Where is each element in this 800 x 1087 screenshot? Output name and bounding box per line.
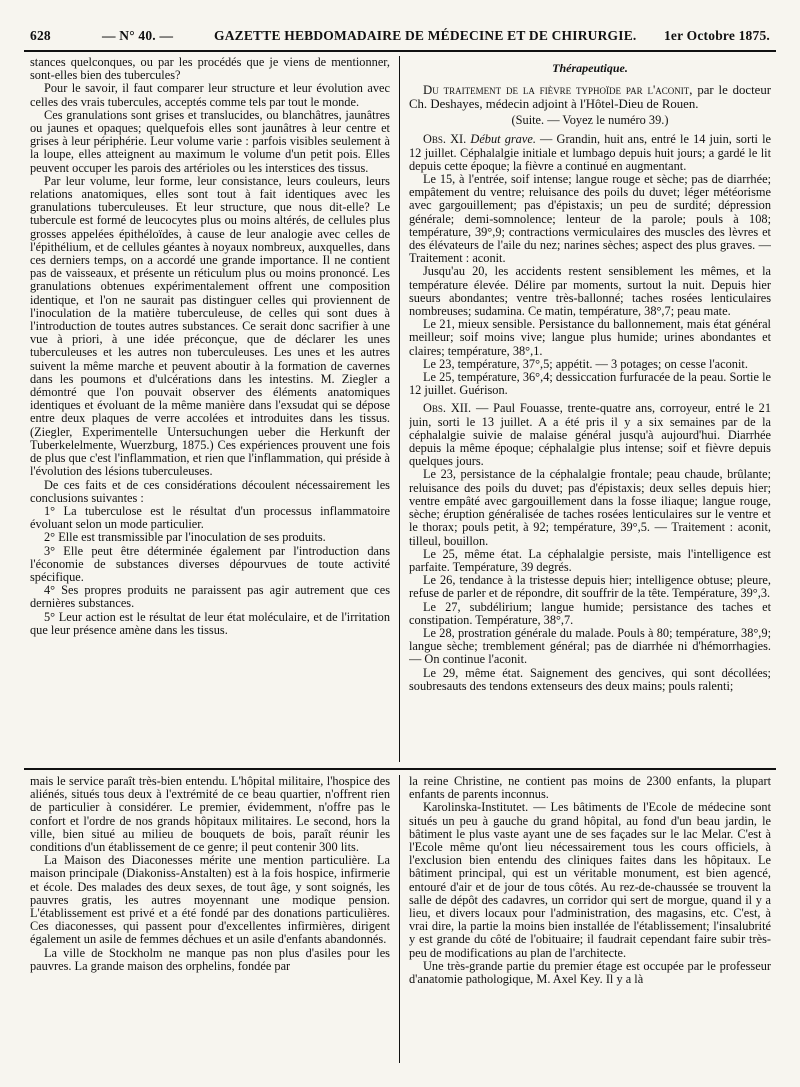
conclusion-item: 3° Elle peut être déterminée également par l'introduction dans l'économie de substances diverses dépourvues de toute activité spécifique. bbox=[30, 543, 390, 584]
paragraph: Une très-grande partie du premier étage est occupée par le professeur d'anatomie pathologique, M. Axel Key. Il y a là bbox=[409, 958, 771, 987]
paragraph: Le 29, même état. Saignement des gencives, qui sont décollées; soubresauts des tendons extenseurs des deux mains; pouls ralenti; bbox=[409, 665, 771, 693]
paragraph: Le 25, température, 36°,4; dessiccation furfuracée de la peau. Sortie le 12 juillet. Guérison. bbox=[409, 370, 771, 398]
paragraph: Jusqu'au 20, les accidents restent sensiblement les mêmes, et la température élevée. Délire par moments, surtout la nuit. Depuis hier sueurs abondantes; ventre très-ballonné; taches rosées lenticulaires nombreuses; sudamina. Ce matin, température, 38°,7; peau mate. bbox=[409, 264, 771, 319]
journal-title: GAZETTE HEBDOMADAIRE DE MÉDECINE ET DE CHIRURGIE. bbox=[214, 28, 637, 43]
column-upper-right bbox=[409, 60, 771, 764]
conclusion-item: 1° La tuberculose est le résultat d'un processus inflammatoire évoluant selon un mode particulier. bbox=[30, 503, 390, 532]
conclusion-item: 5° Leur action est le résultat de leur état moléculaire, et de l'irritation que leur présence amène dans les tissus. bbox=[30, 609, 390, 637]
paragraph: la reine Christine, ne contient pas moins de 2300 enfants, la plupart enfants de parents inconnus. bbox=[409, 775, 771, 802]
issue-date: 1er Octobre 1875. bbox=[663, 28, 770, 43]
column-divider bbox=[399, 775, 400, 1063]
paragraph: Pour le savoir, il faut comparer leur structure et leur évolution avec celles des vrais tubercules, acceptés comme tels par tout le monde. bbox=[30, 81, 390, 109]
paragraph: Le 23, température, 37°,5; appétit. — 3 potages; on cesse l'aconit. bbox=[423, 356, 748, 371]
observation-type: Début grave. bbox=[470, 132, 536, 147]
running-header bbox=[24, 28, 776, 46]
page-number: 628 bbox=[30, 28, 51, 43]
paragraph: mais le service paraît très-bien entendu. L'hôpital militaire, l'hospice des aliénés, situés tous deux à l'extrémité de ce beau quartier, n'offrent rien de particulier à considérer. Le premier, évidemment, n'offre pas le confort et l'ordre de nos grands hôpitaux militaires. Le second, hors la ville, bien situé au milieu de bouquets de bois, paraît réunir les conditions d'un établissement de ce genre; il peut contenir 300 lits. bbox=[30, 775, 390, 855]
paragraph: La Maison des Diaconesses mérite une mention particulière. La maison principale (Diakoniss-Anstalten) est à la fois hospice, infirmerie et école. Des malades des deux sexes, de tout âge, y sont soignés, les pauvres gratis, les autres moyennant une modique pension. L'établissement est privé et a été fondé par des donations particulières. Ces diaconesses, qui passent pour d'excellentes infirmières, dirigent également un asile de femmes déchues et un asile d'enfants abandonnés. bbox=[30, 853, 390, 947]
observation-label: Obs. XI. bbox=[423, 132, 467, 147]
observation-12-intro bbox=[409, 402, 771, 468]
paragraph: Le 25, même état. La céphalalgie persiste, mais l'intelligence est parfaite. Température, 39 degrés. bbox=[409, 546, 771, 574]
section-rule bbox=[24, 768, 776, 770]
paragraph: Par leur volume, leur forme, leur consistance, leurs couleurs, leurs relations anatomiques, elles sont tout à fait identiques avec les granulations tuberculeuses. Et leur structure, que nous dit-elle? Le tubercule est formé de leucocytes plus ou moins altérés, de cellules plus grosses appelées épithéloïdes, à cause de leur analogie avec celles de l'épithélium, et de cellules géantes à noyaux nombreux, auxquelles, dans ces derniers temps, on a accordé une grande importance. Il ne contient pas de vaisseaux, et présente un réticulum plus ou moins prononcé. Les granulations obtenues expérimentalement offrent une composition identique, et l'on ne saurait pas distinguer celles qui proviennent de l'inoculation de la matière tuberculeuse, de celles qui sont dues à l'introduction de toutes autres substances. Ce serait donc sacrifier à une vue à priori, à une idée préconçue, que de déclarer les unes tuberculeuses et les autres non tuberculeuses. Les unes et les autres suivent la même marche et peuvent aboutir à la formation de cavernes dans les poumons et d'ulcérations dans les intestins. M. Ziegler a démontré que l'on pouvait observer des éléments anatomiques identiques et évoluant de la même manière dans l'exsudat qui se dépose entre deux plaques de verre accolées et introduites dans les tissus. (Ziegler, Experimentelle Untersuchungen ueber die Herkunft der Tuberkelelmente, Wuerzburg, 1875.) Ces expériences prouvent une fois de plus que c'est l'inflammation, et rien que l'inflammation, qui préside à l'évolution des lésions tuberculeuses. bbox=[30, 173, 390, 479]
issue-number: — N° 40. — bbox=[102, 28, 174, 43]
observation-label: Obs. XII. bbox=[423, 401, 472, 416]
paragraph: stances quelconques, ou par les procédés que je viens de mentionner, sont-elles bien des tubercules? bbox=[30, 56, 390, 83]
article-title bbox=[409, 83, 771, 111]
paragraph: Le 21, mieux sensible. Persistance du ballonnement, mais état général meilleur; soif moins vive; langue plus humide; urines abondantes et claires; température, 38°,1. bbox=[409, 317, 771, 358]
article-title-author: par le docteur Ch. Deshayes, médecin adjoint à l'Hôtel-Dieu de Rouen. bbox=[409, 83, 771, 112]
observation-11-intro bbox=[409, 133, 771, 173]
paragraph: Karolinska-Institutet. — Les bâtiments de l'Ecole de médecine sont situés un peu à gauche du grand hôpital, au fond d'un beau jardin, le bâtiment le plus vaste ayant une de ses façades sur le lac Melar. C'est à l'Ecole même qu'ont lieu nécessairement tous les cours officiels, à l'exclusion bien entendu des cliniques faites dans les hôpitaux. Le bâtiment principal, qui est un véritable monument, est bien agencé, entouré d'air et de jour de tous côtés. Au rez-de-chaussée se trouvent la salle de dépôt des cadavres, un corridor qui sert de morgue, quand il y a lieu, et divers locaux pour l'administration, des magasins, etc. C'est, à vrai dire, la partie la moins bien installée de l'établissement; l'insalubrité y est grande du côté de l'obituaire; il faudrait cependant faire subir très-peu de modifications au plan de l'architecte. bbox=[409, 800, 771, 960]
paragraph: La ville de Stockholm ne manque pas non plus d'asiles pour les pauvres. La grande maison des orphelins, fondée par bbox=[30, 945, 390, 973]
header-rule bbox=[24, 50, 776, 52]
paragraph: Le 15, à l'entrée, soif intense; langue rouge et sèche; pas de diarrhée; empâtement du ventre; reluisance des poils du duvet; léger météorisme avec gargouillement; pas d'épistaxis; un peu de surdité; dépression générale; demi-somnolence; lenteur de la parole; pouls à 108; température, 39°,9; contractions vermiculaires des muscles des lèvres et des élévateurs de l'aile du nez; narines sèches; aspect des plus graves. — Traitement : aconit. bbox=[409, 172, 771, 266]
conclusion-item: 4° Ses propres produits ne paraissent pas agir autrement que ces dernières substances. bbox=[30, 583, 390, 611]
paragraph: Le 23, persistance de la céphalalgie frontale; peau chaude, brûlante; reluisance des poils du duvet; pas d'épistaxis; deux selles depuis hier; ventre empâté avec gargouillement dans la fosse iliaque; langue rouge, sèche; éruption généralisée de taches rosées lenticulaires sur le ventre et le thorax; pouls petit, à 92; température, 39°,5. — Traitement : aconit, tilleul, bouillon. bbox=[409, 467, 771, 548]
column-upper-left bbox=[30, 56, 390, 764]
column-lower-right bbox=[409, 775, 771, 1065]
section-title: Thérapeutique. bbox=[552, 61, 628, 75]
column-divider bbox=[399, 56, 400, 762]
paragraph: De ces faits et de ces considérations découlent nécessairement les conclusions suivantes : bbox=[30, 477, 390, 505]
paragraph: Le 28, prostration générale du malade. Pouls à 80; température, 38°,9; langue sèche; tremblement général; pas de diarrhée ni d'hémorrhagies. — On continue l'aconit. bbox=[409, 625, 771, 667]
column-lower-left bbox=[30, 775, 390, 1065]
observation-text: — Paul Fouasse, trente-quatre ans, corroyeur, entré le 21 juin, sorti le 13 juillet. A a été pris il y a six semaines par de la céphalalgie suivie de malaise général jusqu'à aujourd'hui. Diarrhée depuis la même époque; céphalalgie plus intense; soif et fièvre depuis quelques jours. bbox=[409, 401, 771, 469]
conclusion-item: 2° Elle est transmissible par l'inoculation de ses produits. bbox=[44, 530, 326, 545]
paragraph: Ces granulations sont grises et translucides, ou blanchâtres, jaunâtres ou jaunes et opaques; quelquefois elles sont jaunâtres à leur centre et grises à leur périphérie. Leur volume varie : parfois visibles seulement à la loupe, elles atteignent au maximum le volume d'un petit pois. Elles peuvent occuper les parois des artérioles ou les interstices des tissus. bbox=[30, 107, 390, 175]
article-title-smallcaps: Du traitement de la fièvre typhoïde par l'aconit, bbox=[423, 83, 693, 98]
observation-text: — Grandin, huit ans, entré le 14 juin, sorti le 12 juillet. Céphalalgie initiale et lumbago depuis huit jours; a gardé le lit depuis cette époque; la fièvre a continué en augmentant. bbox=[409, 132, 771, 173]
paragraph: Le 27, subdélirium; langue humide; persistance des taches et constipation. Température, 38°,7. bbox=[409, 599, 771, 627]
paragraph: Le 26, tendance à la tristesse depuis hier; intelligence obtuse; pleure, refuse de parler et de répondre, dit souffrir de la tête. Température, 39°,3. bbox=[409, 573, 771, 601]
continuation-note: (Suite. — Voyez le numéro 39.) bbox=[511, 113, 669, 128]
